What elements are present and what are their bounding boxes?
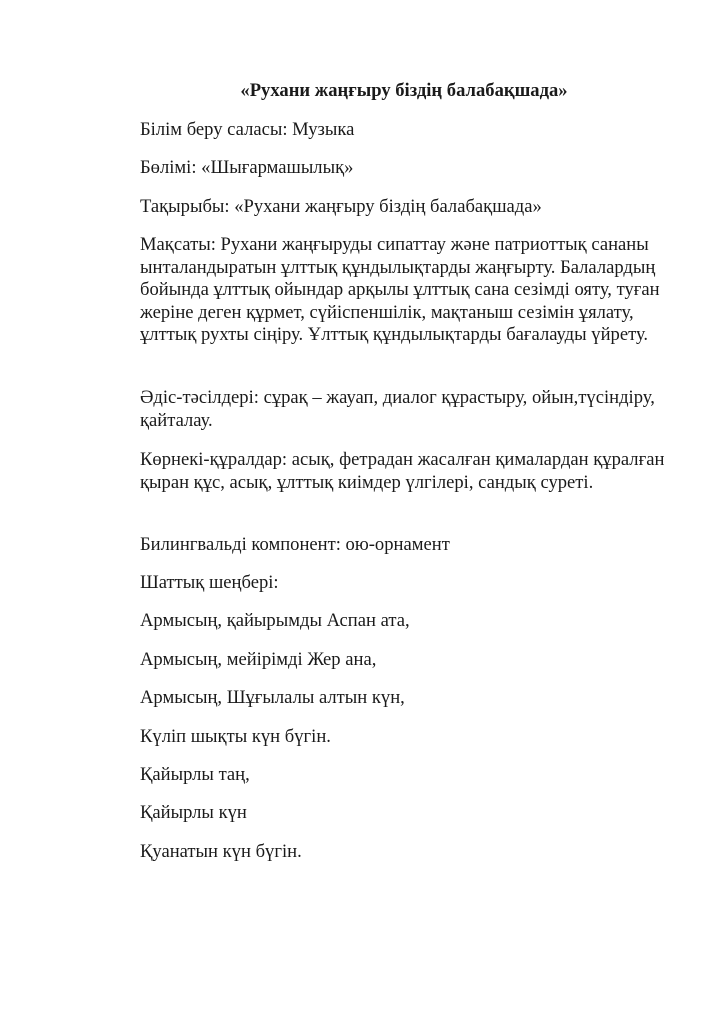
poem-line: Қайырлы таң,	[140, 764, 250, 785]
poem-line: Армысың, Шұғылалы алтын күн,	[140, 687, 405, 708]
visual-aids: Көрнекі-құралдар: асық, фетрадан жасалған қималардан құралған қыран құс, асық, ұлттық киімдер үлгілері, сандық суреті.	[140, 449, 665, 493]
document-title: «Рухани жаңғыру біздің балабақшада»	[240, 80, 568, 101]
methods: Әдіс-тәсілдері: сұрақ – жауап, диалог құрастыру, ойын,түсіндіру, қайталау.	[140, 387, 655, 431]
section: Бөлімі: «Шығармашылық»	[140, 157, 354, 178]
objective: Мақсаты: Рухани жаңғыруды сипаттау және патриоттық сананы ынталандыратын ұлттық құндылықтарды жаңғырту. Балалардың бойында ұлттық ойындар арқылы ұлттық сана сезімді ояту, туған жеріне деген құрмет, сүйіспеншілік, мақтаныш сезімін ұялату, ұлттық рухты сіңіру. Ұлттық құндылықтарды бағалауды үйрету.	[140, 234, 660, 345]
poem-line: Армысың, мейірімді Жер ана,	[140, 649, 377, 670]
topic: Тақырыбы: «Рухани жаңғыру біздің балабақшада»	[140, 196, 542, 217]
joy-circle-heading: Шаттық шеңбері:	[140, 572, 279, 593]
poem-line: Армысың, қайырымды Аспан ата,	[140, 610, 410, 631]
poem-line: Қайырлы күн	[140, 802, 247, 823]
poem-line: Қуанатын күн бүгін.	[140, 841, 302, 862]
education-area: Білім беру саласы: Музыка	[140, 119, 355, 140]
poem-line: Күліп шықты күн бүгін.	[140, 726, 331, 747]
bilingual-component: Билингвальді компонент: ою-орнамент	[140, 534, 450, 555]
